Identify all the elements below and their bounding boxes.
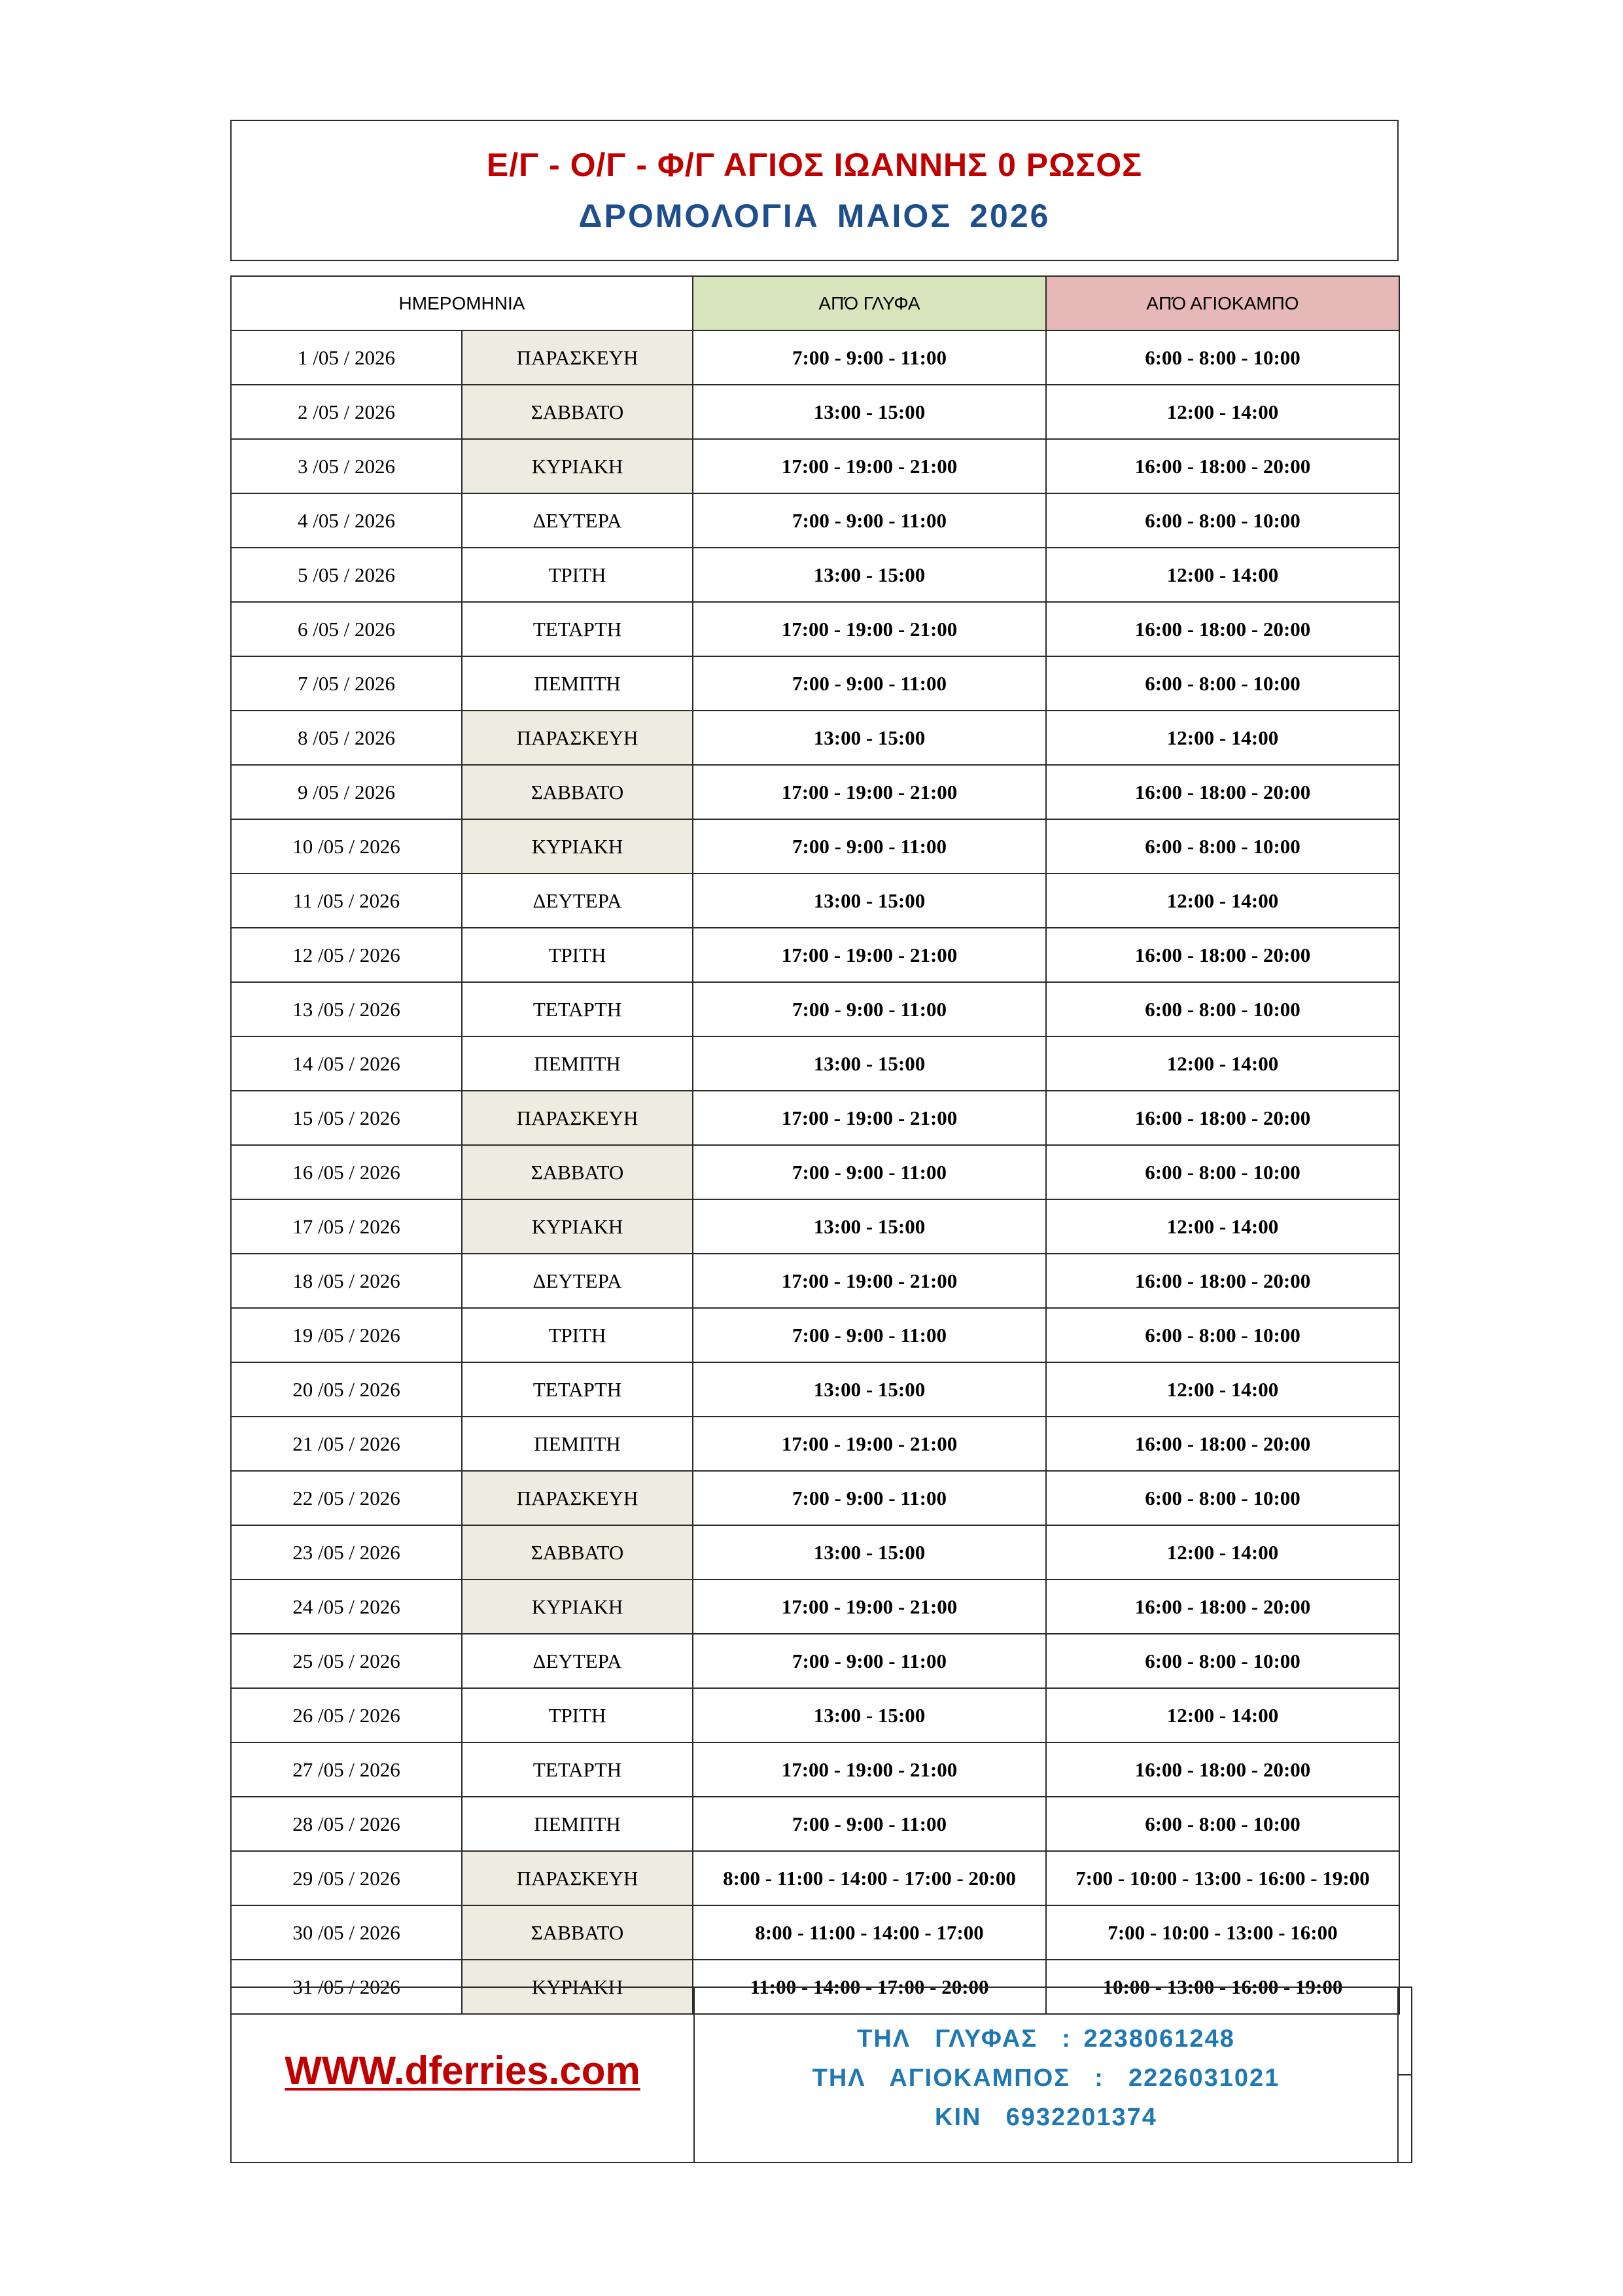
glyfa-times-cell: 8:00 - 11:00 - 14:00 - 17:00 (693, 1905, 1046, 1960)
website-link[interactable]: WWW.dferries.com (285, 2049, 640, 2093)
date-cell: 23 /05 / 2026 (231, 1525, 462, 1580)
glyfa-times-cell: 13:00 - 15:00 (693, 385, 1046, 439)
agiokampos-times-cell: 6:00 - 8:00 - 10:00 (1046, 1471, 1399, 1525)
date-cell: 2 /05 / 2026 (231, 385, 462, 439)
glyfa-times-cell: 13:00 - 15:00 (693, 548, 1046, 602)
agiokampos-times-cell: 16:00 - 18:00 - 20:00 (1046, 1254, 1399, 1308)
day-cell: ΣΑΒΒΑΤΟ (462, 1905, 693, 1960)
date-cell: 21 /05 / 2026 (231, 1417, 462, 1471)
date-cell: 7 /05 / 2026 (231, 656, 462, 711)
glyfa-times-cell: 17:00 - 19:00 - 21:00 (693, 602, 1046, 656)
glyfa-times-cell: 13:00 - 15:00 (693, 1199, 1046, 1254)
agiokampos-times-cell: 6:00 - 8:00 - 10:00 (1046, 1308, 1399, 1362)
day-cell: ΠΑΡΑΣΚΕΥΗ (462, 1091, 693, 1145)
date-cell: 28 /05 / 2026 (231, 1797, 462, 1851)
agiokampos-times-cell: 12:00 - 14:00 (1046, 1362, 1399, 1417)
glyfa-times-cell: 7:00 - 9:00 - 11:00 (693, 656, 1046, 711)
day-cell: ΔΕΥΤΕΡΑ (462, 874, 693, 928)
agiokampos-times-cell: 7:00 - 10:00 - 13:00 - 16:00 (1046, 1905, 1399, 1960)
header-date: ΗΜΕΡΟΜΗΝΙΑ (231, 276, 693, 330)
agiokampos-times-cell: 12:00 - 14:00 (1046, 385, 1399, 439)
agiokampos-times-cell: 6:00 - 8:00 - 10:00 (1046, 493, 1399, 548)
date-cell: 29 /05 / 2026 (231, 1851, 462, 1905)
glyfa-times-cell: 7:00 - 9:00 - 11:00 (693, 493, 1046, 548)
glyfa-times-cell: 7:00 - 9:00 - 11:00 (693, 1145, 1046, 1199)
date-cell: 4 /05 / 2026 (231, 493, 462, 548)
day-cell: ΣΑΒΒΑΤΟ (462, 1525, 693, 1580)
table-row (231, 1742, 1399, 1797)
table-row (231, 1254, 1399, 1308)
day-cell: ΤΡΙΤΗ (462, 1308, 693, 1362)
agiokampos-times-cell: 16:00 - 18:00 - 20:00 (1046, 765, 1399, 819)
agiokampos-times-cell: 16:00 - 18:00 - 20:00 (1046, 1742, 1399, 1797)
day-cell: ΠΑΡΑΣΚΕΥΗ (462, 330, 693, 385)
table-row (231, 385, 1399, 439)
agiokampos-times-cell: 12:00 - 14:00 (1046, 1688, 1399, 1742)
glyfa-times-cell: 7:00 - 9:00 - 11:00 (693, 1634, 1046, 1688)
glyfa-times-cell: 17:00 - 19:00 - 21:00 (693, 1742, 1046, 1797)
glyfa-times-cell: 17:00 - 19:00 - 21:00 (693, 1254, 1046, 1308)
table-row (231, 1417, 1399, 1471)
table-row (231, 1308, 1399, 1362)
agiokampos-times-cell: 10:00 - 13:00 - 16:00 - 19:00 (1046, 1960, 1399, 2014)
schedule-body (231, 330, 1399, 2014)
agiokampos-times-cell: 16:00 - 18:00 - 20:00 (1046, 1580, 1399, 1634)
table-row (231, 656, 1399, 711)
table-row (231, 1091, 1399, 1145)
table-row (231, 1471, 1399, 1525)
phone-glyfa: ΤΗΛ ΓΛΥΦΑΣ : 2238061248 (857, 2025, 1235, 2053)
date-cell: 14 /05 / 2026 (231, 1036, 462, 1091)
date-cell: 8 /05 / 2026 (231, 711, 462, 765)
date-cell: 22 /05 / 2026 (231, 1471, 462, 1525)
footer-border-segment (1398, 2162, 1412, 2163)
day-cell: ΚΥΡΙΑΚΗ (462, 1199, 693, 1254)
date-cell: 3 /05 / 2026 (231, 439, 462, 493)
agiokampos-times-cell: 6:00 - 8:00 - 10:00 (1046, 1797, 1399, 1851)
date-cell: 16 /05 / 2026 (231, 1145, 462, 1199)
date-cell: 17 /05 / 2026 (231, 1199, 462, 1254)
day-cell: ΔΕΥΤΕΡΑ (462, 1254, 693, 1308)
day-cell: ΠΑΡΑΣΚΕΥΗ (462, 1851, 693, 1905)
phone-agiokampos: ΤΗΛ ΑΓΙΟΚΑΜΠΟΣ : 2226031021 (812, 2064, 1280, 2092)
glyfa-times-cell: 13:00 - 15:00 (693, 1525, 1046, 1580)
glyfa-times-cell: 7:00 - 9:00 - 11:00 (693, 1308, 1046, 1362)
table-row (231, 1362, 1399, 1417)
header-from-agiokampos: ΑΠΌ ΑΓΙΟΚΑΜΠΟ (1046, 276, 1399, 330)
day-cell: ΤΡΙΤΗ (462, 1688, 693, 1742)
day-cell: ΠΕΜΠΤΗ (462, 656, 693, 711)
table-row (231, 1199, 1399, 1254)
day-cell: ΤΕΤΑΡΤΗ (462, 982, 693, 1036)
glyfa-times-cell: 7:00 - 9:00 - 11:00 (693, 1471, 1046, 1525)
agiokampos-times-cell: 12:00 - 14:00 (1046, 1525, 1399, 1580)
table-row (231, 548, 1399, 602)
table-row (231, 928, 1399, 982)
glyfa-times-cell: 13:00 - 15:00 (693, 711, 1046, 765)
table-row (231, 1905, 1399, 1960)
table-row (231, 765, 1399, 819)
agiokampos-times-cell: 6:00 - 8:00 - 10:00 (1046, 656, 1399, 711)
date-cell: 19 /05 / 2026 (231, 1308, 462, 1362)
ferry-title: Ε/Γ - Ο/Γ - Φ/Γ ΑΓΙΟΣ ΙΩΑΝΝΗΣ 0 ΡΩΣΟΣ (486, 147, 1143, 183)
day-cell: ΚΥΡΙΑΚΗ (462, 1960, 693, 2014)
schedule-table (230, 275, 1400, 2015)
mobile-phone: ΚΙΝ 6932201374 (935, 2104, 1157, 2131)
day-cell: ΣΑΒΒΑΤΟ (462, 385, 693, 439)
table-row (231, 1634, 1399, 1688)
day-cell: ΔΕΥΤΕΡΑ (462, 1634, 693, 1688)
table-row (231, 1145, 1399, 1199)
date-cell: 24 /05 / 2026 (231, 1580, 462, 1634)
glyfa-times-cell: 17:00 - 19:00 - 21:00 (693, 1417, 1046, 1471)
day-cell: ΤΡΙΤΗ (462, 928, 693, 982)
glyfa-times-cell: 17:00 - 19:00 - 21:00 (693, 439, 1046, 493)
date-cell: 1 /05 / 2026 (231, 330, 462, 385)
day-cell: ΣΑΒΒΑΤΟ (462, 1145, 693, 1199)
date-cell: 20 /05 / 2026 (231, 1362, 462, 1417)
day-cell: ΤΕΤΑΡΤΗ (462, 1742, 693, 1797)
agiokampos-times-cell: 6:00 - 8:00 - 10:00 (1046, 982, 1399, 1036)
day-cell: ΠΑΡΑΣΚΕΥΗ (462, 1471, 693, 1525)
glyfa-times-cell: 7:00 - 9:00 - 11:00 (693, 1797, 1046, 1851)
glyfa-times-cell: 7:00 - 9:00 - 11:00 (693, 819, 1046, 874)
agiokampos-times-cell: 12:00 - 14:00 (1046, 548, 1399, 602)
table-header-row (231, 276, 1399, 330)
footer-border-segment (1398, 2074, 1412, 2075)
agiokampos-times-cell: 6:00 - 8:00 - 10:00 (1046, 330, 1399, 385)
date-cell: 10 /05 / 2026 (231, 819, 462, 874)
day-cell: ΠΑΡΑΣΚΕΥΗ (462, 711, 693, 765)
table-row (231, 602, 1399, 656)
table-row (231, 1797, 1399, 1851)
glyfa-times-cell: 17:00 - 19:00 - 21:00 (693, 1091, 1046, 1145)
table-row (231, 1851, 1399, 1905)
title-box (230, 120, 1399, 261)
date-cell: 30 /05 / 2026 (231, 1905, 462, 1960)
date-cell: 12 /05 / 2026 (231, 928, 462, 982)
table-row (231, 982, 1399, 1036)
footer (230, 1987, 1399, 2163)
day-cell: ΣΑΒΒΑΤΟ (462, 765, 693, 819)
agiokampos-times-cell: 12:00 - 14:00 (1046, 1036, 1399, 1091)
table-row (231, 493, 1399, 548)
date-cell: 15 /05 / 2026 (231, 1091, 462, 1145)
date-cell: 26 /05 / 2026 (231, 1688, 462, 1742)
contact-info (695, 2019, 1397, 2137)
glyfa-times-cell: 7:00 - 9:00 - 11:00 (693, 330, 1046, 385)
agiokampos-times-cell: 7:00 - 10:00 - 13:00 - 16:00 - 19:00 (1046, 1851, 1399, 1905)
agiokampos-times-cell: 12:00 - 14:00 (1046, 1199, 1399, 1254)
day-cell: ΤΕΤΑΡΤΗ (462, 1362, 693, 1417)
date-cell: 13 /05 / 2026 (231, 982, 462, 1036)
agiokampos-times-cell: 16:00 - 18:00 - 20:00 (1046, 1417, 1399, 1471)
date-cell: 18 /05 / 2026 (231, 1254, 462, 1308)
glyfa-times-cell: 17:00 - 19:00 - 21:00 (693, 928, 1046, 982)
day-cell: ΚΥΡΙΑΚΗ (462, 819, 693, 874)
glyfa-times-cell: 13:00 - 15:00 (693, 1688, 1046, 1742)
table-row (231, 1525, 1399, 1580)
day-cell: ΚΥΡΙΑΚΗ (462, 1580, 693, 1634)
table-row (231, 1580, 1399, 1634)
agiokampos-times-cell: 16:00 - 18:00 - 20:00 (1046, 602, 1399, 656)
agiokampos-times-cell: 6:00 - 8:00 - 10:00 (1046, 1145, 1399, 1199)
day-cell: ΚΥΡΙΑΚΗ (462, 439, 693, 493)
day-cell: ΠΕΜΠΤΗ (462, 1797, 693, 1851)
day-cell: ΠΕΜΠΤΗ (462, 1417, 693, 1471)
agiokampos-times-cell: 12:00 - 14:00 (1046, 711, 1399, 765)
agiokampos-times-cell: 16:00 - 18:00 - 20:00 (1046, 1091, 1399, 1145)
glyfa-times-cell: 17:00 - 19:00 - 21:00 (693, 1580, 1046, 1634)
glyfa-times-cell: 7:00 - 9:00 - 11:00 (693, 982, 1046, 1036)
glyfa-times-cell: 17:00 - 19:00 - 21:00 (693, 765, 1046, 819)
day-cell: ΤΡΙΤΗ (462, 548, 693, 602)
glyfa-times-cell: 13:00 - 15:00 (693, 874, 1046, 928)
table-row (231, 1688, 1399, 1742)
schedule-subtitle: ΔΡΟΜΟΛΟΓΙΑ ΜΑΙΟΣ 2026 (578, 198, 1051, 234)
table-row (231, 439, 1399, 493)
agiokampos-times-cell: 16:00 - 18:00 - 20:00 (1046, 928, 1399, 982)
agiokampos-times-cell: 16:00 - 18:00 - 20:00 (1046, 439, 1399, 493)
table-row (231, 819, 1399, 874)
glyfa-times-cell: 13:00 - 15:00 (693, 1362, 1046, 1417)
date-cell: 25 /05 / 2026 (231, 1634, 462, 1688)
date-cell: 5 /05 / 2026 (231, 548, 462, 602)
glyfa-times-cell: 8:00 - 11:00 - 14:00 - 17:00 - 20:00 (693, 1851, 1046, 1905)
table-row (231, 1036, 1399, 1091)
agiokampos-times-cell: 6:00 - 8:00 - 10:00 (1046, 819, 1399, 874)
table-row (231, 330, 1399, 385)
date-cell: 31 /05 / 2026 (231, 1960, 462, 2014)
glyfa-times-cell: 11:00 - 14:00 - 17:00 - 20:00 (693, 1960, 1046, 2014)
header-from-glyfa: ΑΠΌ ΓΛΥΦΑ (693, 276, 1046, 330)
agiokampos-times-cell: 12:00 - 14:00 (1046, 874, 1399, 928)
table-row (231, 874, 1399, 928)
date-cell: 27 /05 / 2026 (231, 1742, 462, 1797)
table-row (231, 711, 1399, 765)
day-cell: ΠΕΜΠΤΗ (462, 1036, 693, 1091)
date-cell: 11 /05 / 2026 (231, 874, 462, 928)
glyfa-times-cell: 13:00 - 15:00 (693, 1036, 1046, 1091)
date-cell: 9 /05 / 2026 (231, 765, 462, 819)
day-cell: ΔΕΥΤΕΡΑ (462, 493, 693, 548)
day-cell: ΤΕΤΑΡΤΗ (462, 602, 693, 656)
date-cell: 6 /05 / 2026 (231, 602, 462, 656)
agiokampos-times-cell: 6:00 - 8:00 - 10:00 (1046, 1634, 1399, 1688)
